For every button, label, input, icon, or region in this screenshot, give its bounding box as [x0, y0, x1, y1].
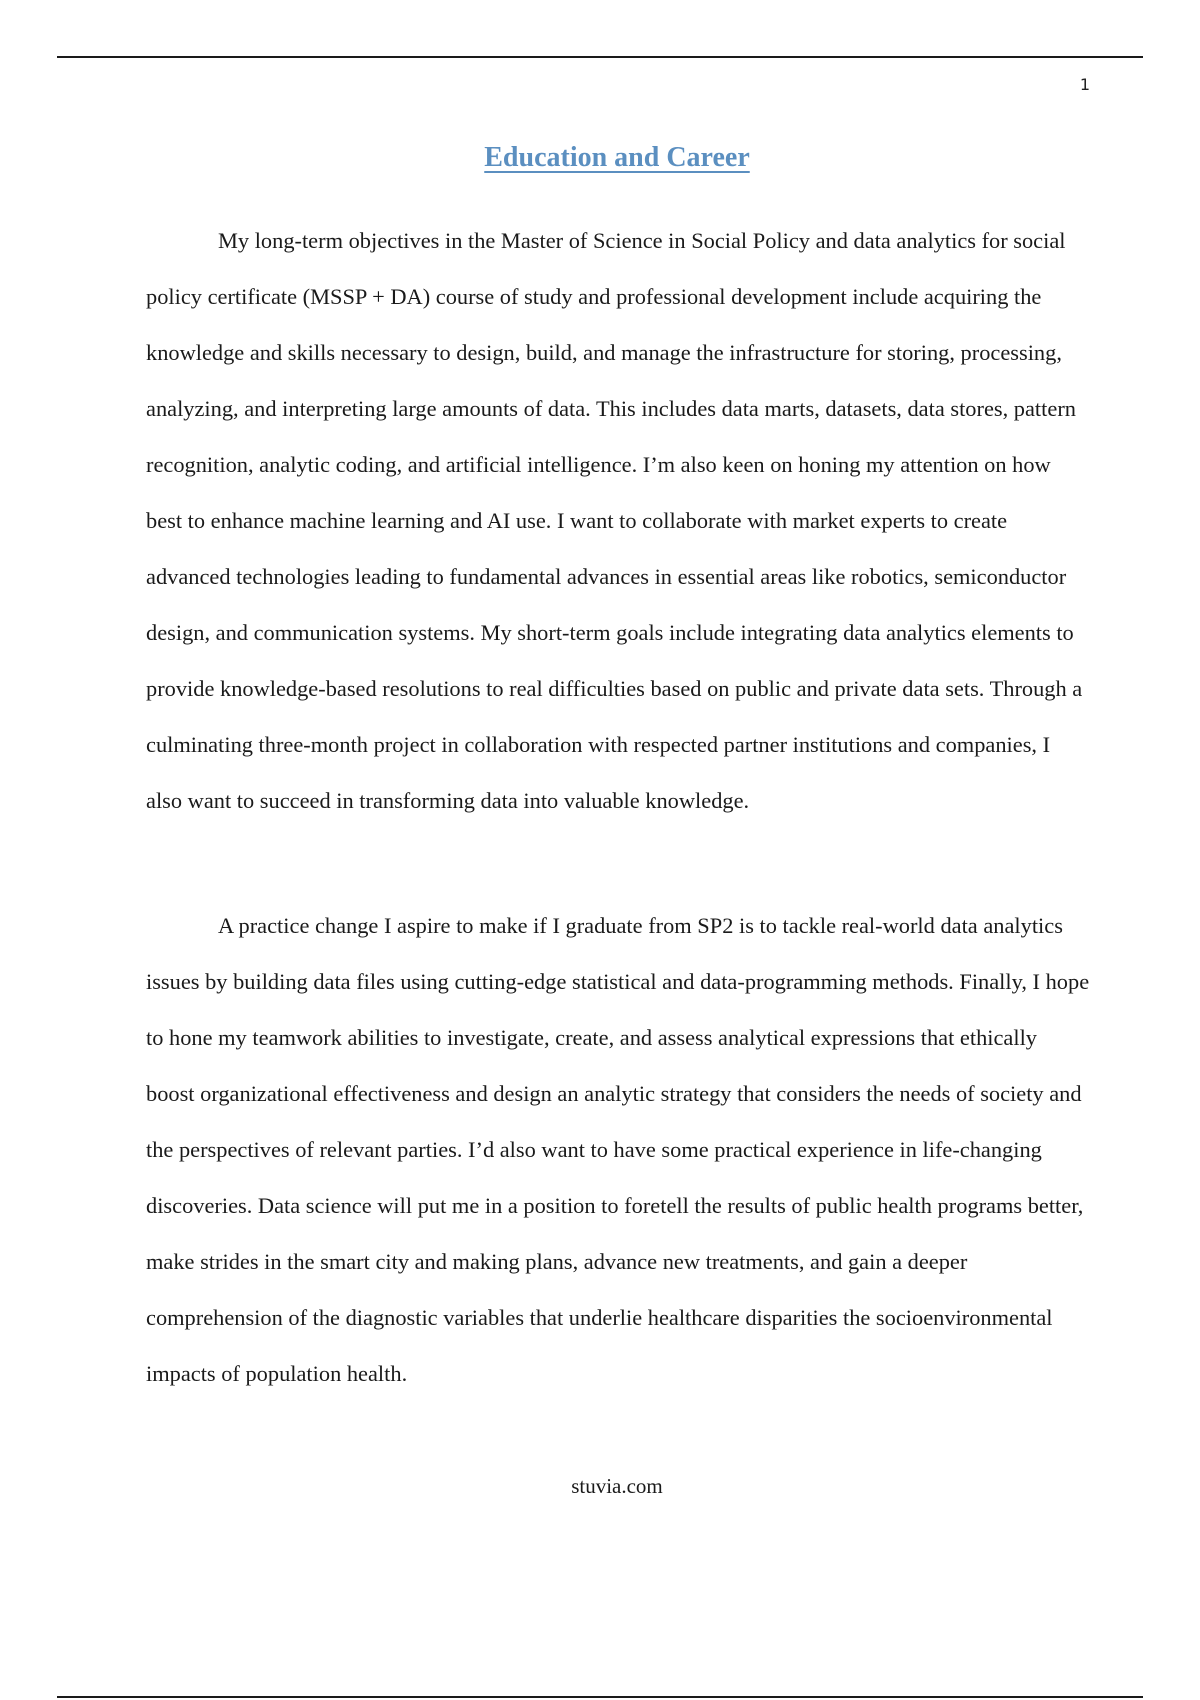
header-rule: [57, 56, 1143, 58]
document-title: Education and Career: [484, 142, 750, 173]
body-paragraph: A practice change I aspire to make if I graduate from SP2 is to tackle real-world data analytics issues by building data files using cutting-edge statistical and data-programming methods. Finally, I hope to hone my teamwork abilities to investigate, create, and assess analytical expressions that ethically boost organizational effectiveness and design an analytic strategy that considers the needs of society and the perspectives of relevant parties. I’d also want to have some practical experience in life-changing discoveries. Data science will put me in a position to foretell the results of public health programs better, make strides in the smart city and making plans, advance new treatments, and gain a deeper comprehension of the diagnostic variables that underlie healthcare disparities the socioenvironmental impacts of population health.: [146, 913, 1090, 1386]
footer-rule: [57, 1696, 1143, 1698]
body-paragraph: My long-term objectives in the Master of Science in Social Policy and data analytics for social policy certificate (MSSP + DA) course of study and professional development include acquiring the knowledge and skills necessary to design, build, and manage the infrastructure for storing, processing, analyzing, and interpreting large amounts of data. This includes data marts, datasets, data stores, pattern recognition, analytic coding, and artificial intelligence. I’m also keen on honing my attention on how best to enhance machine learning and AI use. I want to collaborate with market experts to create advanced technologies leading to fundamental advances in essential areas like robotics, semiconductor design, and communication systems. My short-term goals include integrating data analytics elements to provide knowledge-based resolutions to real difficulties based on public and private data sets. Through a culminating three-month project in collaboration with respected partner institutions and companies, I also want to succeed in transforming data into valuable knowledge.: [146, 228, 1083, 813]
source-watermark: stuvia.com: [571, 1474, 663, 1498]
body-paragraph-1-container: [146, 213, 1090, 829]
page-number: 1: [1079, 75, 1090, 94]
body-paragraph-2-container: [146, 898, 1090, 1402]
